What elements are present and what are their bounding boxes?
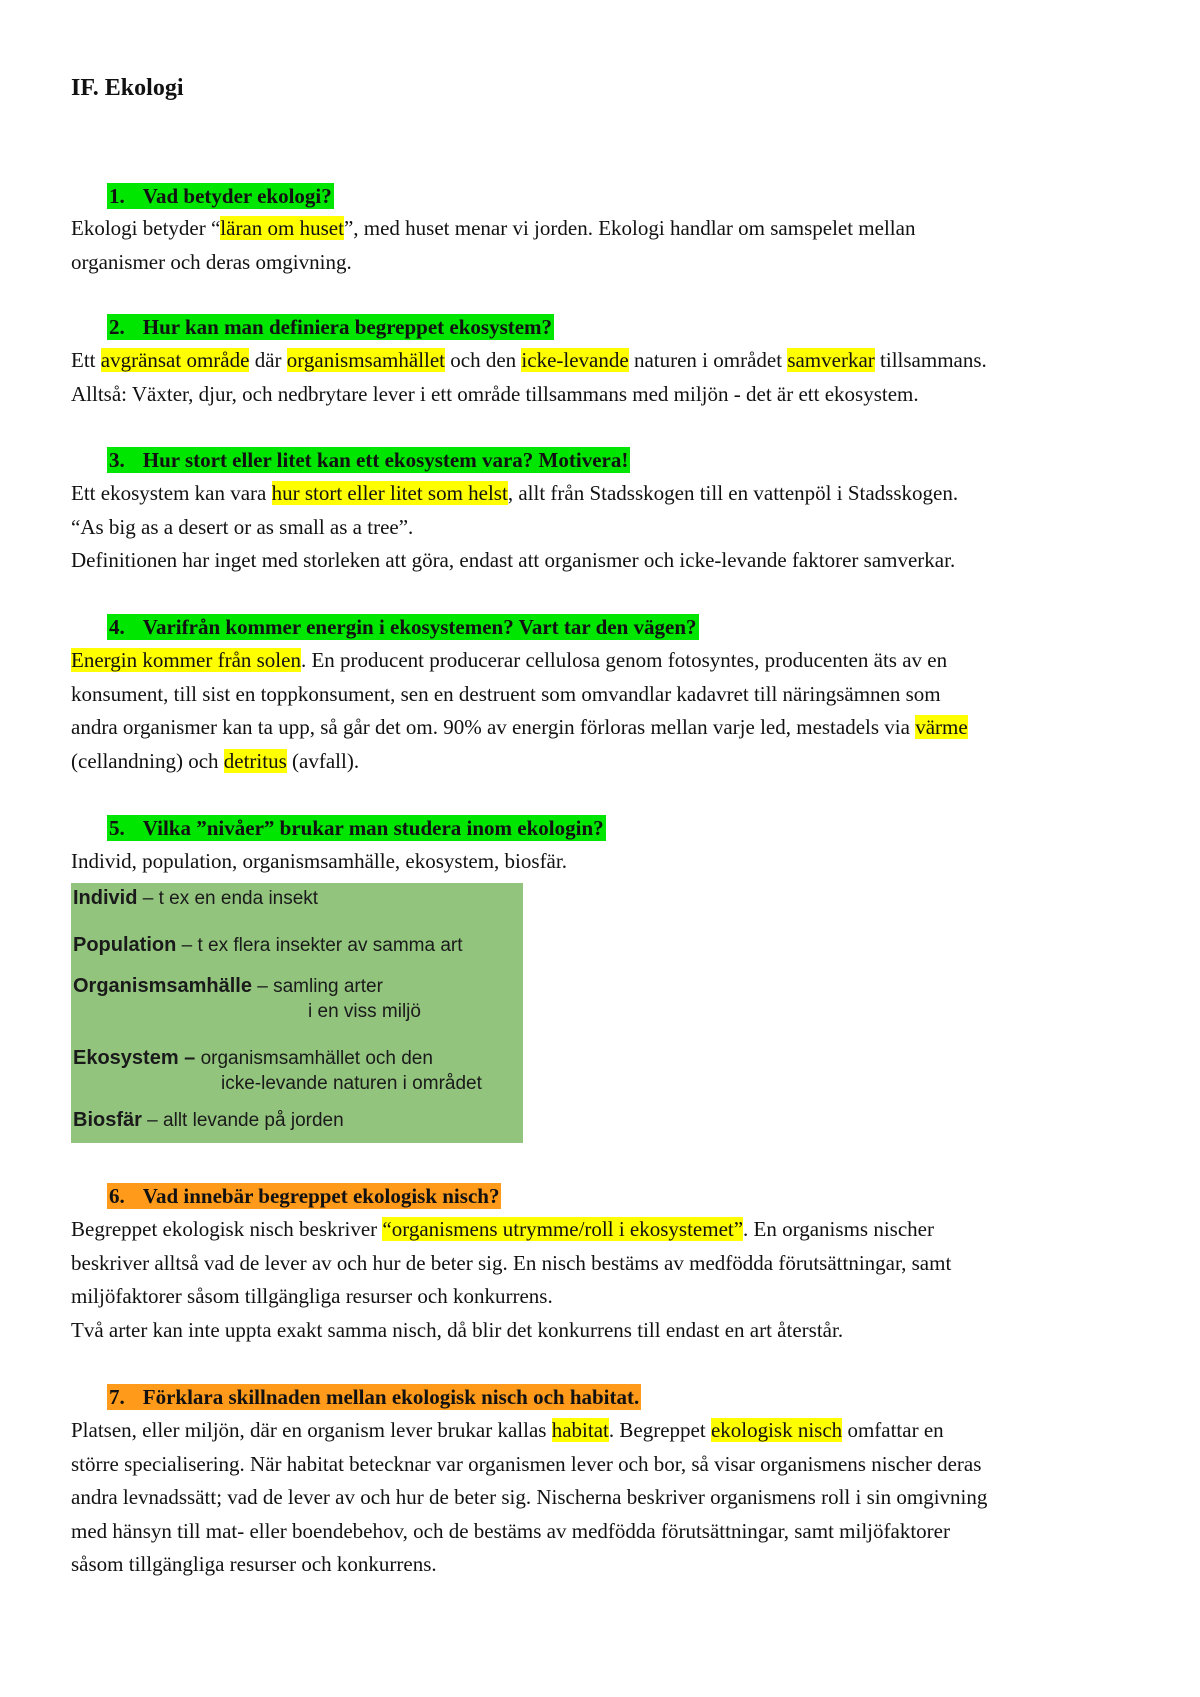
question-4-number: 4. [109,615,125,639]
answer-3-line-1 [71,477,1151,511]
page-title: IF. Ekologi [71,75,184,101]
text-run: Ekologi betyder “ [71,216,221,240]
level-description: – t ex en enda insekt [137,888,319,909]
highlighted-term: hur stort eller litet som helst [271,481,508,505]
answer-4-line-1 [71,644,1151,678]
text-run: (cellandning) och [71,748,224,773]
question-5-highlight [107,815,606,841]
ecology-levels-box [71,883,523,1143]
question-7-number: 7. [109,1385,125,1409]
highlighted-term: läran om huset [220,216,344,240]
highlighted-term: ekologisk nisch [710,1418,843,1442]
answer-3 [71,477,1151,578]
question-6-highlight [107,1183,501,1209]
answer-7-line-1 [71,1414,1151,1448]
question-3-heading [107,448,630,472]
text-run: . En producent producerar cellulosa genom fotosyntes, producenten äts av en [300,648,948,672]
answer-5 [71,845,1151,879]
question-4-heading [107,615,699,639]
answer-2-line-1 [71,344,1151,378]
level-biosfar [73,1107,344,1134]
highlighted-term: detritus [223,748,287,773]
answer-1 [71,212,1151,279]
question-7-highlight [107,1384,641,1410]
level-description: – samling arter [251,976,383,997]
answer-7-line-4: med hänsyn till mat- eller boendebehov, och de bestäms av medfödda förutsättningar, samt miljöfaktorer [71,1518,950,1543]
question-4-highlight [107,614,699,640]
level-description: organismsamhället och den [195,1048,433,1069]
question-5-number: 5. [109,816,125,840]
answer-6-line-4: Två arter kan inte uppta exakt samma nisch, då blir det konkurrens till endast en art återstår. [71,1317,844,1342]
answer-1-line-1 [71,212,1151,246]
question-2-heading [107,315,554,339]
answer-7-line-3: andra levnadssätt; vad de lever av och hur de beter sig. Nischerna beskriver organismens roll i sin omgivning [71,1485,988,1509]
level-term: Individ [73,887,138,909]
question-6-text: Vad innebär begreppet ekologisk nisch? [142,1184,500,1208]
question-2-text: Hur kan man definiera begreppet ekosystem? [142,315,553,339]
level-description: – t ex flera insekter av samma art [176,935,463,956]
answer-4-line-4 [71,745,1151,779]
text-run: Ett ekosystem kan vara [71,481,272,505]
answer-2 [71,344,1151,411]
answer-4 [71,644,1151,778]
answer-1-line-2: organismer och deras omgivning. [71,249,352,274]
question-1-highlight [107,183,334,209]
answer-7 [71,1414,1151,1582]
level-term: Population [73,934,177,956]
answer-3-line-3: Definitionen har inget med storleken att göra, endast att organismer och icke-levande faktorer samverkar. [71,548,956,572]
level-organismsamhalle-cont: i en viss miljö [308,1001,421,1022]
text-run: där [249,348,287,372]
answer-5-line-1: Individ, population, organismsamhälle, ekosystem, biosfär. [71,849,567,873]
answer-2-line-2: Alltså: Växter, djur, och nedbrytare lever i ett område tillsammans med miljön - det är ett ekosystem. [71,381,919,406]
question-1-number: 1. [109,184,125,208]
question-7-heading [107,1385,641,1409]
question-3-text: Hur stort eller litet kan ett ekosystem vara? Motivera! [142,448,629,472]
text-run: , allt från Stadsskogen till en vattenpöl i Stadsskogen. [507,481,959,505]
text-run: Begreppet ekologisk nisch beskriver [71,1217,383,1241]
question-3-highlight [107,447,630,473]
level-term: Biosfär [73,1109,142,1131]
highlighted-term: samverkar [787,348,875,372]
question-6-heading [107,1184,501,1208]
text-run: ”, med huset menar vi jorden. Ekologi handlar om samspelet mellan [343,216,916,240]
answer-6-line-2: beskriver alltså vad de lever av och hur de beter sig. En nisch bestäms av medfödda förutsättningar, samt [71,1250,952,1275]
answer-4-line-2: konsument, till sist en toppkonsument, sen en destruent som omvandlar kadavret till näringsämnen som [71,681,941,706]
text-run: och den [445,348,522,372]
answer-3-line-2: “As big as a desert or as small as a tree”. [71,514,414,539]
highlighted-term: Energin kommer från solen [71,648,301,672]
level-term: Organismsamhälle [73,975,252,997]
answer-6 [71,1213,1151,1347]
highlighted-term: icke-levande [521,348,629,372]
question-6-number: 6. [109,1184,125,1208]
question-1-heading [107,184,334,208]
level-description: – allt levande på jorden [141,1110,344,1131]
highlighted-term: avgränsat område [100,348,250,372]
highlighted-term: organismsamhället [286,348,446,372]
answer-6-line-3: miljöfaktorer såsom tillgängliga resurser och konkurrens. [71,1284,553,1308]
text-run: andra organismer kan ta upp, så går det om. 90% av energin förloras mellan varje led, mestadels via [71,715,916,739]
text-run: . En organisms nischer [743,1217,934,1241]
question-2-highlight [107,314,554,340]
text-run: naturen i området [628,348,788,372]
question-5-text: Vilka ”nivåer” brukar man studera inom ekologin? [142,816,604,840]
answer-4-line-3 [71,711,1151,745]
level-term: Ekosystem – [73,1047,196,1069]
answer-7-line-5: såsom tillgängliga resurser och konkurrens. [71,1552,437,1576]
level-ekosystem-cont: icke-levande naturen i området [221,1073,482,1094]
highlighted-term: “organismens utrymme/roll i ekosystemet” [382,1217,744,1241]
text-run: . Begreppet [608,1418,711,1442]
question-4-text: Varifrån kommer energin i ekosystemen? Vart tar den vägen? [142,615,697,639]
level-ekosystem [73,1045,433,1072]
answer-7-line-2: större specialisering. När habitat betecknar var organismen lever och bor, så visar organismens nischer deras [71,1451,982,1476]
question-7-text: Förklara skillnaden mellan ekologisk nisch och habitat. [142,1385,640,1409]
level-organismsamhalle [73,973,383,1000]
question-2-number: 2. [109,315,125,339]
text-run: Platsen, eller miljön, där en organism lever brukar kallas [71,1418,552,1442]
question-5-heading [107,816,606,840]
answer-6-line-1 [71,1213,1151,1247]
question-3-number: 3. [109,448,125,472]
highlighted-term: värme [915,715,968,739]
question-1-text: Vad betyder ekologi? [142,184,332,208]
highlighted-term: habitat [551,1418,609,1442]
text-run: (avfall). [286,748,360,773]
text-run: tillsammans. [874,348,987,372]
level-population [73,932,463,959]
level-individ [73,885,318,912]
text-run: Ett [71,348,101,372]
text-run: omfattar en [842,1418,944,1442]
